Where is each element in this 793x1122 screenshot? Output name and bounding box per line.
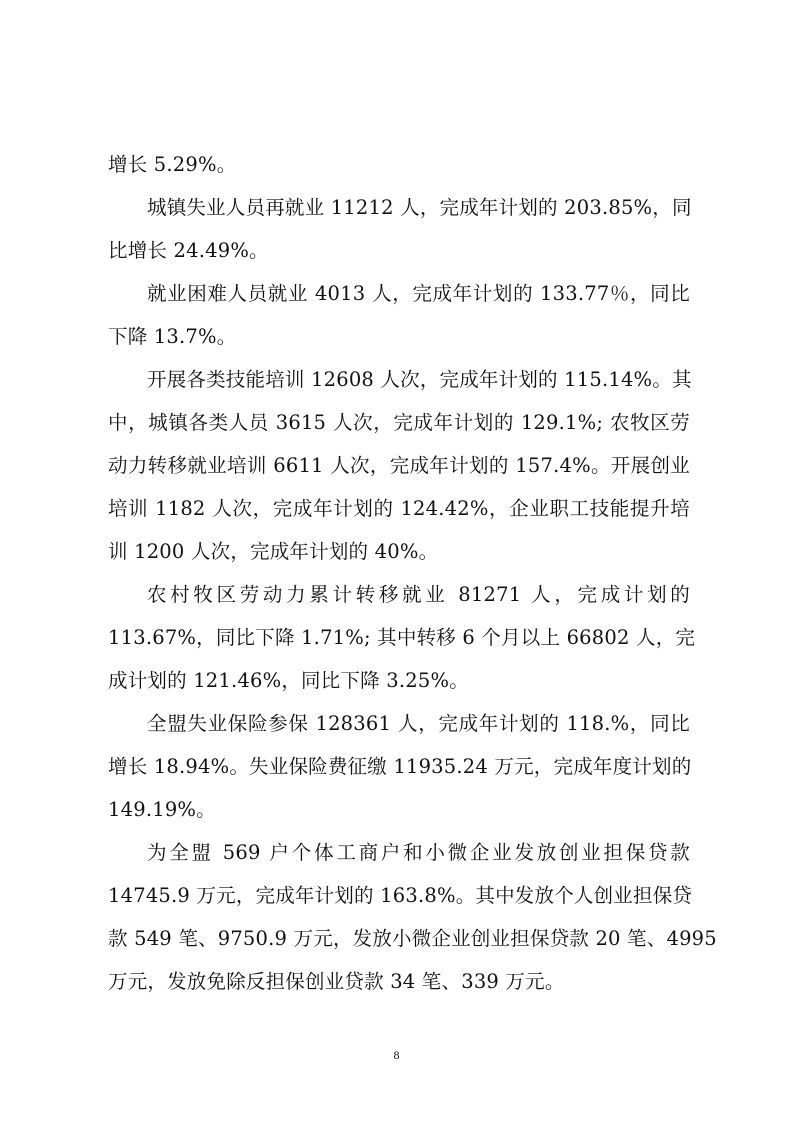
text-line: 为全盟 569 户个体工商户和小微企业发放创业担保贷款 bbox=[147, 841, 690, 864]
page-number: 8 bbox=[393, 1048, 400, 1062]
text-line: 就业困难人员就业 4013 人，完成年计划的 133.77％，同比 bbox=[147, 282, 690, 305]
text-line: 比增长 24.49%。 bbox=[108, 239, 269, 262]
text-line: 113.67%，同比下降 1.71%; 其中转移 6 个月以上 66802 人，完 bbox=[108, 626, 696, 649]
text-line: 增长 5.29%。 bbox=[108, 153, 237, 176]
text-line: 14745.9 万元，完成年计划的 163.8%。其中发放个人创业担保贷 bbox=[108, 884, 693, 907]
text-line: 万元，发放免除反担保创业贷款 34 笔、339 万元。 bbox=[108, 970, 565, 993]
text-line: 全盟失业保险参保 128361 人，完成年计划的 118.%，同比 bbox=[147, 712, 690, 735]
text-line: 动力转移就业培训 6611 人次，完成年计划的 157.4%。开展创业 bbox=[108, 454, 690, 477]
text-line: 农村牧区劳动力累计转移就业 81271 人，完成计划的 bbox=[147, 583, 690, 606]
text-line: 开展各类技能培训 12608 人次，完成年计划的 115.14%。其 bbox=[147, 368, 692, 391]
text-line: 下降 13.7%。 bbox=[108, 325, 237, 348]
text-line: 成计划的 121.46%，同比下降 3.25%。 bbox=[108, 669, 469, 692]
text-line: 中，城镇各类人员 3615 人次，完成年计划的 129.1%; 农牧区劳 bbox=[108, 411, 690, 434]
text-line: 款 549 笔、9750.9 万元，发放小微企业创业担保贷款 20 笔、4995 bbox=[108, 927, 717, 950]
text-line: 培训 1182 人次，完成年计划的 124.42%，企业职工技能提升培 bbox=[108, 497, 690, 520]
text-line: 城镇失业人员再就业 11212 人，完成年计划的 203.85%，同 bbox=[147, 196, 692, 219]
text-line: 增长 18.94%。失业保险费征缴 11935.24 万元，完成年度计划的 bbox=[108, 755, 692, 778]
text-line: 训 1200 人次，完成年计划的 40%。 bbox=[108, 540, 439, 563]
text-line: 149.19%。 bbox=[108, 798, 216, 821]
